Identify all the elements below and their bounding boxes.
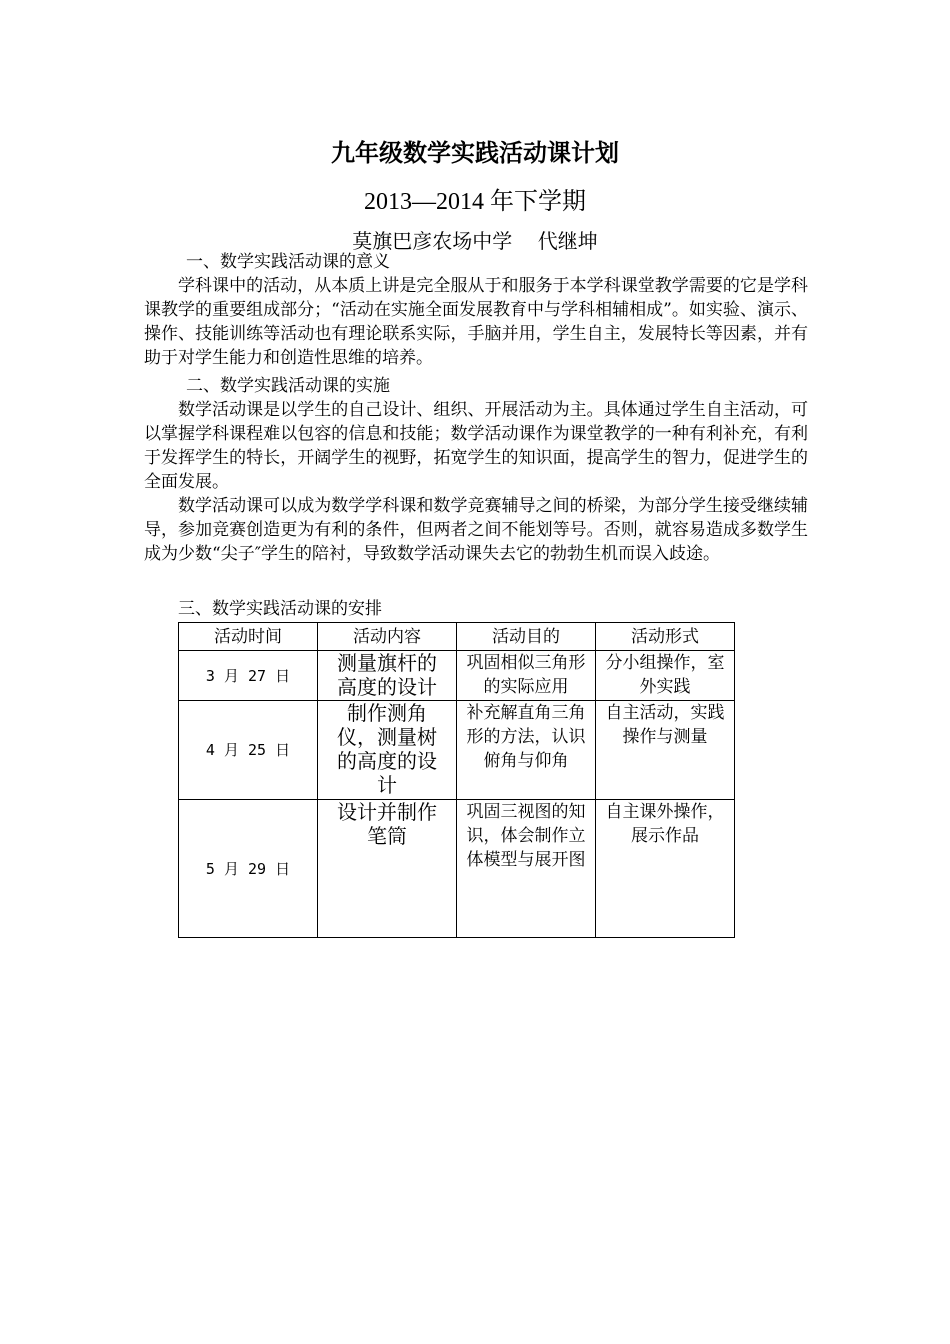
- document-author: 莫旗巴彦农场中学 代继坤: [352, 229, 598, 253]
- section2-paragraph-2: 数学活动课可以成为数学学科课和数学竞赛辅导之间的桥梁，为部分学生接受继续辅导，参加竞赛创造更为有利的条件，但两者之间不能划等号。否则，就容易造成多数学生成为少数“尖子″学生的陪衬，导致数学活动课失去它的勃勃生机而误入歧途。: [144, 496, 808, 564]
- row-date: 4 月 25 日: [179, 701, 318, 800]
- header-content: 活动内容: [318, 623, 457, 651]
- row-date: 5 月 29 日: [179, 800, 318, 938]
- section2-paragraph-1: 数学活动课是以学生的自己设计、组织、开展活动为主。具体通过学生自主活动，可以掌握学科课程难以包容的信息和技能；数学活动课作为课堂教学的一种有利补充，有利于发挥学生的特长，开阔学生的视野，拓宽学生的知识面，提高学生的智力，促进学生的全面发展。: [144, 400, 808, 492]
- row-date: 3 月 27 日: [179, 651, 318, 701]
- section2-heading: 二、数学实践活动课的实施: [186, 376, 390, 396]
- row-form: 分小组操作，室外实践: [596, 651, 735, 701]
- table-row: [179, 701, 735, 800]
- header-goal: 活动目的: [457, 623, 596, 651]
- table-header-row: [179, 623, 735, 651]
- row-content: 制作测角仪，测量树的高度的设计: [318, 701, 457, 800]
- activity-schedule-table: [178, 622, 735, 938]
- document-subtitle: 2013—2014 年下学期: [364, 189, 586, 215]
- row-form: 自主课外操作，展示作品: [596, 800, 735, 938]
- header-form: 活动形式: [596, 623, 735, 651]
- section1-heading: 一、数学实践活动课的意义: [186, 252, 390, 272]
- section3-heading: 三、数学实践活动课的安排: [178, 599, 382, 619]
- row-goal: 补充解直角三角形的方法，认识俯角与仰角: [457, 701, 596, 800]
- header-time: 活动时间: [179, 623, 318, 651]
- document-title: 九年级数学实践活动课计划: [331, 138, 619, 167]
- table-row: [179, 651, 735, 701]
- table-row: [179, 800, 735, 938]
- section1-body: [144, 274, 808, 370]
- section2-body: [144, 398, 808, 566]
- row-form: 自主活动，实践操作与测量: [596, 701, 735, 800]
- row-content: 测量旗杆的高度的设计: [318, 651, 457, 701]
- row-goal: 巩固三视图的知识，体会制作立体模型与展开图: [457, 800, 596, 938]
- row-goal: 巩固相似三角形的实际应用: [457, 651, 596, 701]
- section1-paragraph: 学科课中的活动，从本质上讲是完全服从于和服务于本学科课堂教学需要的它是学科课教学的重要组成部分；“活动在实施全面发展教育中与学科相辅相成”。如实验、演示、操作、技能训练等活动也有理论联系实际，手脑并用，学生自主，发展特长等因素，并有助于对学生能力和创造性思维的培养。: [144, 276, 808, 368]
- row-content: 设计并制作笔筒: [318, 800, 457, 938]
